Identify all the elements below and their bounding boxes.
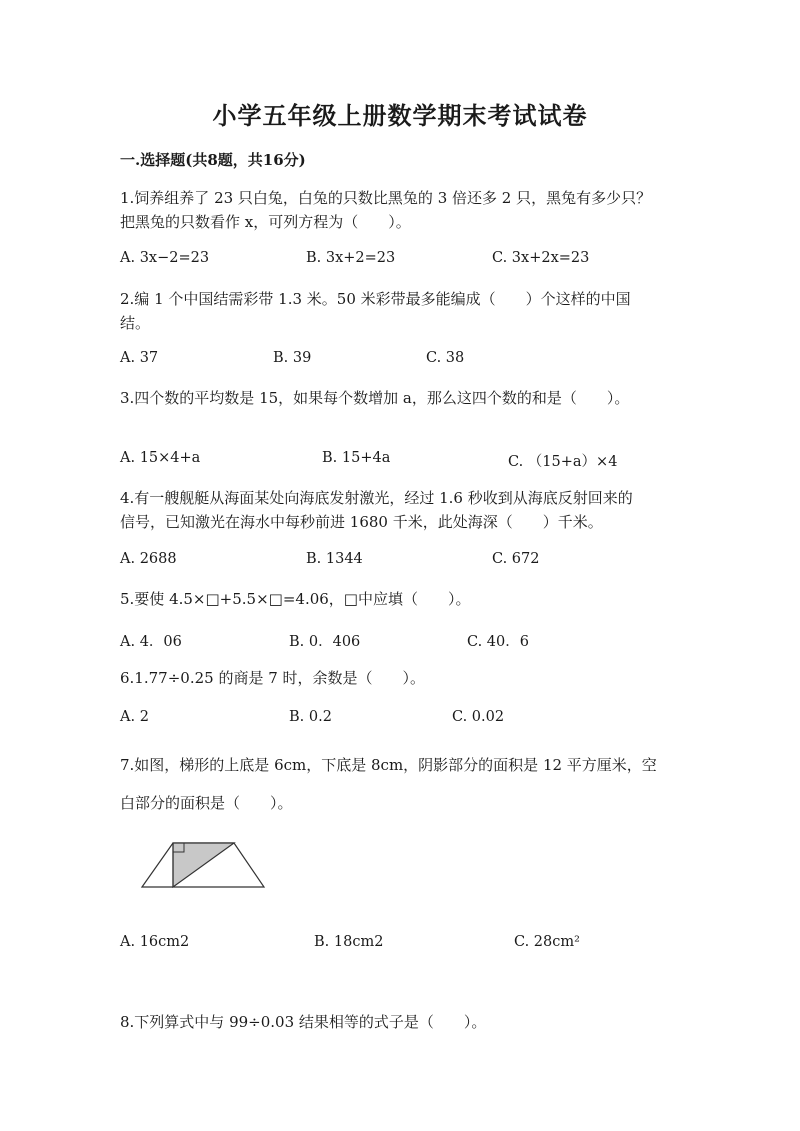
question-5-option-b[interactable]: B. 0．406	[289, 634, 361, 650]
question-6-option-a[interactable]: A. 2	[120, 709, 149, 725]
question-5-option-a[interactable]: A. 4．06	[120, 634, 182, 650]
question-3-option-c[interactable]: C. （15+a）×4	[508, 454, 618, 470]
question-2-line-2: 结。	[120, 314, 151, 332]
question-2-option-c[interactable]: C. 38	[426, 350, 465, 366]
question-2-option-a[interactable]: A. 37	[120, 350, 159, 366]
section-heading: 一.选择题(共8题，共16分)	[120, 151, 306, 169]
question-4-line-2: 信号，已知激光在海水中每秒前进 1680 千米，此处海深（ ）千米。	[120, 513, 603, 531]
question-6-stem	[120, 666, 680, 690]
question-6-option-b[interactable]: B. 0.2	[289, 709, 332, 725]
question-6-option-c[interactable]: C. 0.02	[452, 709, 505, 725]
question-1-line-1: 1.饲养组养了 23 只白兔，白兔的只数比黑兔的 3 倍还多 2 只，黑兔有多少只？	[120, 189, 652, 207]
trapezoid-figure	[140, 840, 270, 892]
question-1-line-2: 把黑兔的只数看作 x，可列方程为（ ）。	[120, 213, 411, 231]
question-2-stem	[120, 287, 680, 335]
question-5-line-1: 5.要使 4.5×□+5.5×□=4.06，□中应填（ ）。	[120, 590, 471, 608]
question-5-option-c[interactable]: C. 40．6	[467, 634, 529, 650]
question-4-stem	[120, 486, 680, 534]
question-7-option-a[interactable]: A. 16cm2	[120, 934, 190, 950]
question-6-line-1: 6.1.77÷0.25 的商是 7 时，余数是（ ）。	[120, 669, 426, 687]
question-4-option-a[interactable]: A. 2688	[120, 551, 177, 567]
question-3-option-a[interactable]: A. 15×4+a	[120, 450, 201, 466]
exam-title: 小学五年级上册数学期末考试试卷	[212, 101, 588, 130]
question-1-option-c[interactable]: C. 3x+2x=23	[492, 250, 590, 266]
question-4-line-1: 4.有一艘舰艇从海面某处向海底发射激光，经过 1.6 秒收到从海底反射回来的	[120, 489, 633, 507]
question-7-line-2: 白部分的面积是（ ）。	[120, 794, 293, 812]
question-3-option-b[interactable]: B. 15+4a	[322, 450, 391, 466]
question-3-stem	[120, 386, 680, 410]
question-7-option-b[interactable]: B. 18cm2	[314, 934, 384, 950]
question-2-option-b[interactable]: B. 39	[273, 350, 312, 366]
question-7-line-1: 7.如图，梯形的上底是 6cm，下底是 8cm，阴影部分的面积是 12 平方厘米，空	[120, 756, 657, 774]
question-4-option-b[interactable]: B. 1344	[306, 551, 363, 567]
question-4-option-c[interactable]: C. 672	[492, 551, 540, 567]
question-1-option-a[interactable]: A. 3x−2=23	[120, 250, 210, 266]
question-2-line-1: 2.编 1 个中国结需彩带 1.3 米。50 米彩带最多能编成（ ）个这样的中国	[120, 290, 631, 308]
question-1-option-b[interactable]: B. 3x+2=23	[306, 250, 396, 266]
question-1-stem	[120, 186, 680, 234]
question-8-stem	[120, 1010, 680, 1034]
question-8-line-1: 8.下列算式中与 99÷0.03 结果相等的式子是（ ）。	[120, 1013, 487, 1031]
question-5-stem	[120, 587, 680, 611]
question-7-option-c[interactable]: C. 28cm²	[514, 934, 580, 950]
question-3-line-1: 3.四个数的平均数是 15，如果每个数增加 a，那么这四个数的和是（ ）。	[120, 389, 630, 407]
question-7-stem	[120, 746, 680, 822]
